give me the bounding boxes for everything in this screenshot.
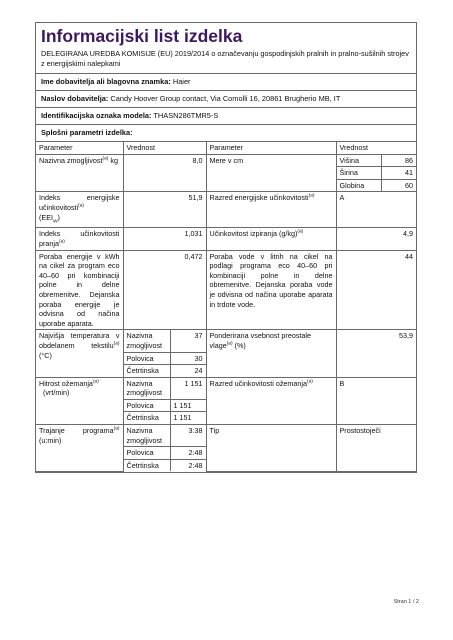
max-temp-half-value: 30 [170, 352, 206, 365]
supplier-name-label: Ime dobavitelja ali blagovna znamka: [41, 77, 171, 86]
spin-rated-label: Nazivna zmogljivost [123, 377, 170, 399]
rinsing-effectiveness-label: Učinkovitost izpiranja $(g/kg)^{(a)}$ [206, 228, 336, 250]
duration-half-value: 2:48 [170, 447, 206, 460]
type-value: Prostostoječi [336, 425, 416, 472]
spin-half-label: Polovica [123, 399, 170, 412]
type-label: Tip [206, 425, 336, 472]
table-row [36, 192, 416, 228]
moisture-label: Ponderirana vsebnost preostale vlage$^{(a)}$ (%) [206, 330, 336, 377]
table-row [36, 377, 416, 399]
dimension-width-label: Širina [336, 167, 381, 180]
supplier-name-value: Haier [172, 77, 191, 86]
rinsing-effectiveness-value: 4,9 [336, 228, 416, 250]
supplier-address-label: Naslov dobavitelja: [41, 94, 109, 103]
rated-capacity-value: 8,0 [123, 154, 206, 192]
model-id-row [36, 108, 416, 125]
page-title: Informacijski list izdelka [41, 26, 243, 46]
eei-value: 51,9 [123, 192, 206, 228]
spin-half-value: 1 151 [170, 399, 206, 412]
spin-quarter-value: 1 151 [170, 412, 206, 425]
table-row [36, 250, 416, 330]
max-temp-rated-value: 37 [170, 330, 206, 352]
max-temp-half-label: Polovica [123, 352, 170, 365]
duration-label: Trajanje programa$^{(a)}$ (u:min) [36, 425, 123, 472]
duration-quarter-label: Četrtinska [123, 459, 170, 471]
spin-class-value: B [336, 377, 416, 424]
energy-consumption-label: Poraba energije v kWh na cikel za program eco 40–60 pri kombinaciji polne in delne obremenitve. Dejanska poraba energije je odvisna od načina uporabe aparata. [36, 250, 123, 330]
duration-rated-value: 3:38 [170, 425, 206, 447]
spin-class-label: Razred učinkovitosti ožemanja$^{(a)}$ [206, 377, 336, 424]
max-temp-quarter-label: Četrtinska [123, 365, 170, 378]
dimensions-label: Mere v cm [206, 154, 336, 192]
model-id-value: THASN286TMR5-S [153, 111, 219, 120]
water-consumption-value: 44 [336, 250, 416, 330]
dimension-height-label: Višina [336, 154, 381, 167]
duration-quarter-value: 2:48 [170, 459, 206, 471]
spin-speed-label: Hitrost ožemanja$^{(a)}$ (vrt/min) [36, 377, 123, 424]
parameters-table [36, 142, 416, 472]
max-temperature-label: Najvišja temperatura v obdelanem tekstilu$^{(a)}$ (°C) [36, 330, 123, 377]
duration-half-label: Polovica [123, 447, 170, 460]
supplier-address-row [36, 91, 416, 108]
spin-rated-value: 1 151 [170, 377, 206, 399]
supplier-address-value: Candy Hoover Group contact, Via Comolli 16, 20861 Brugherio MB, IT [110, 94, 341, 103]
dimension-height-value: 86 [381, 154, 416, 167]
dimension-depth-value: 60 [381, 179, 416, 192]
energy-class-label: Razred energijske učinkovitosti$^{(a)}$ [206, 192, 336, 228]
water-consumption-label: Poraba vode v litrih na cikel na podlagi programa eco 40–60 pri kombinaciji polne in delne obremenitve. Dejanska poraba vode je odvisna od načina uporabe aparata in trdote vode. [206, 250, 336, 330]
table-row [36, 154, 416, 167]
dimension-width-value: 41 [381, 167, 416, 180]
table-row [36, 425, 416, 447]
max-temp-quarter-value: 24 [170, 365, 206, 378]
rated-capacity-label: Nazivna zmogljivost$^{(a)}$ kg [36, 154, 123, 192]
supplier-name-row [36, 74, 416, 91]
table-row [36, 330, 416, 352]
model-id-label: Identifikacijska oznaka modela: [41, 111, 152, 120]
max-temp-rated-label: Nazivna zmogljivost [123, 330, 170, 352]
eei-label: Indeks energijske učinkovitosti$^{(a)}$ $(EEI_W)$ [36, 192, 123, 228]
moisture-value: 53,9 [336, 330, 416, 377]
energy-consumption-value: 0,472 [123, 250, 206, 330]
spin-quarter-label: Četrtinska [123, 412, 170, 425]
energy-class-value: A [336, 192, 416, 228]
page-number: Stran 1 / 2 [393, 599, 419, 605]
duration-rated-label: Nazivna zmogljivost [123, 425, 170, 447]
header-parameter-2: Parameter [206, 142, 336, 154]
general-params-row [36, 125, 416, 142]
header-value: Vrednost [123, 142, 206, 154]
regulation-text: DELEGIRANA UREDBA KOMISIJE (EU) 2019/2014 o označevanju gospodinjskih pralnih in pralno-sušilnih strojev z energijskimi nalepkami [41, 49, 409, 68]
dimension-depth-label: Globina [336, 179, 381, 192]
header-value-2: Vrednost [336, 142, 416, 154]
washing-index-label: Indeks učinkovitosti pranja$^{(a)}$ [36, 228, 123, 250]
title-box [36, 23, 416, 74]
table-header-row [36, 142, 416, 154]
table-row [36, 228, 416, 250]
general-params-label: Splošni parametri izdelka: [41, 128, 133, 137]
header-parameter: Parameter [36, 142, 123, 154]
washing-index-value: 1,031 [123, 228, 206, 250]
sheet-frame [35, 22, 417, 473]
